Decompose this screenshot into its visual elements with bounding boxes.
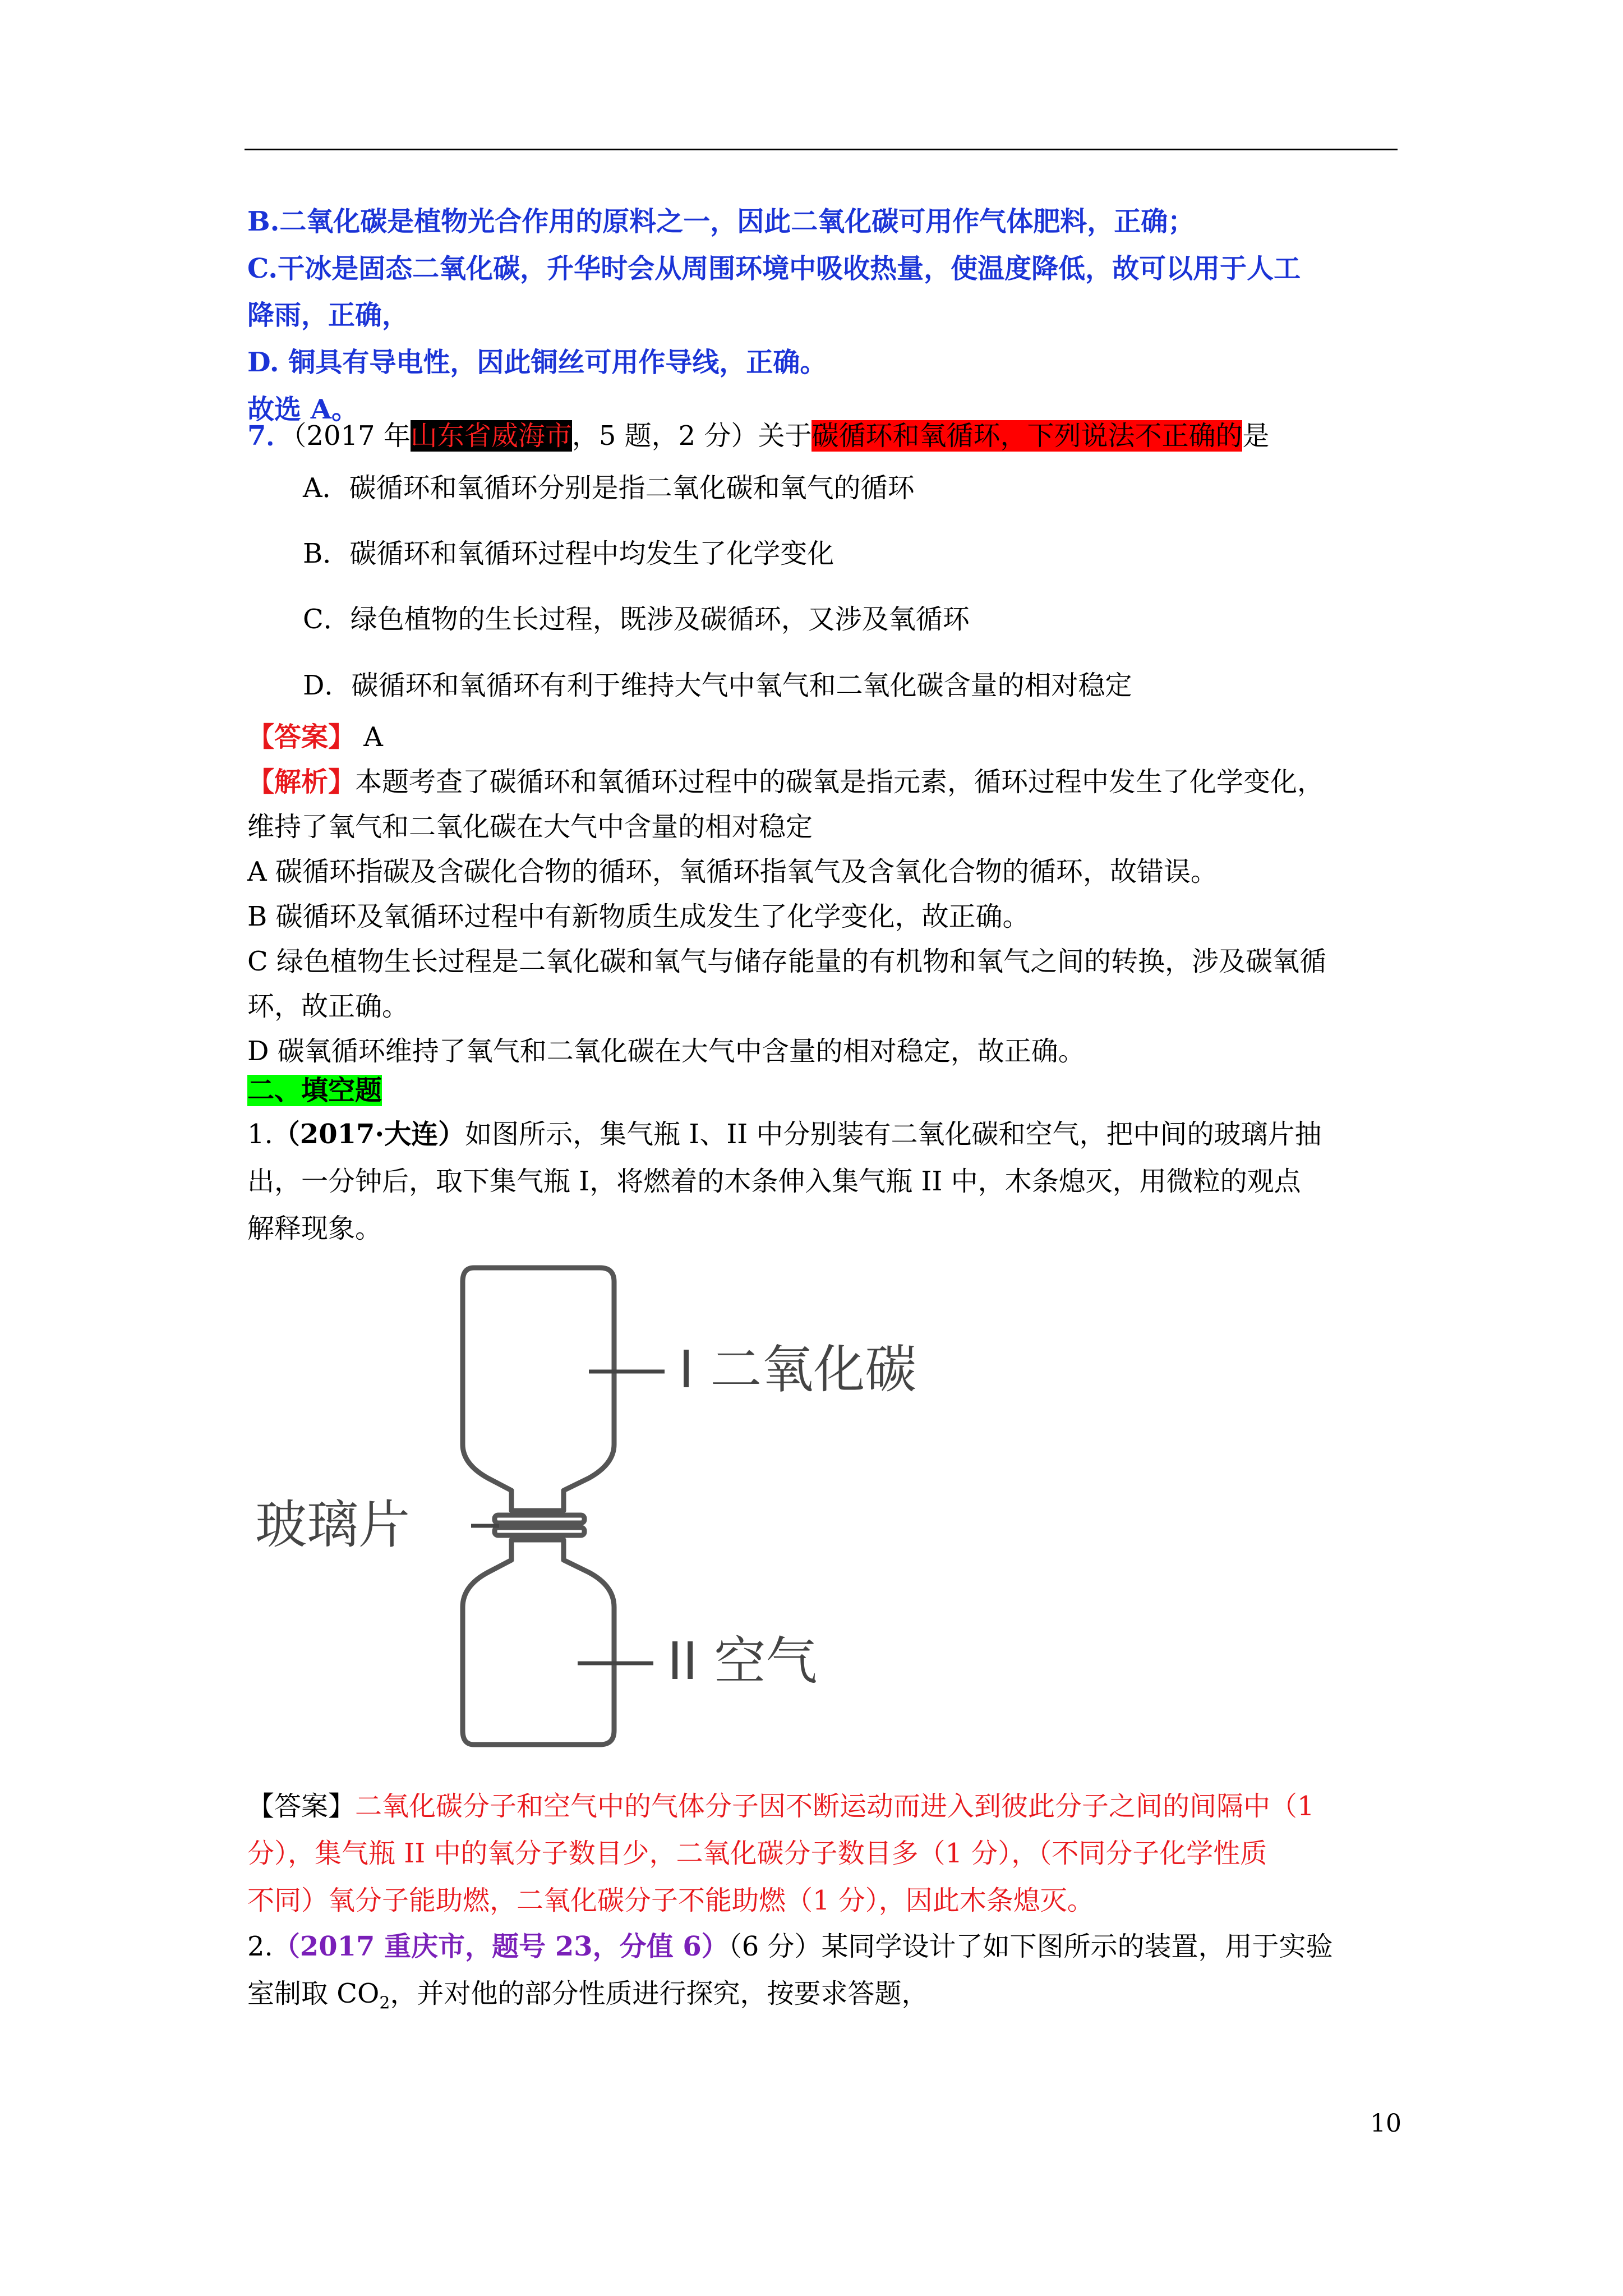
page-number: 10 — [1370, 2109, 1401, 2138]
fill-question-1-answer-3: 不同）氧分子能助燃，二氧化碳分子不能助燃（1 分），因此木条熄灭。 — [247, 1885, 1094, 1916]
top-bottle — [463, 1268, 614, 1511]
question-7-highlight: 碳循环和氧循环，下列说法不正确的 — [811, 420, 1243, 452]
fill-question-1-answer-2: 分），集气瓶 II 中的氧分子数目少，二氧化碳分子数目多（1 分），（不同分子化学性质 — [247, 1838, 1267, 1869]
question-7-analysis-c1: C 绿色植物生长过程是二氧化碳和氧气与储存能量的有机物和氧气之间的转换，涉及碳氧循 — [247, 946, 1326, 977]
header-rule — [245, 149, 1398, 150]
fill-question-1-answer-1: 【答案】二氧化碳分子和空气中的气体分子因不断运动而进入到彼此分子之间的间隔中（1 — [247, 1791, 1315, 1822]
question-7-analysis-1: 【解析】本题考查了碳循环和氧循环过程中的碳氧是指元素，循环过程中发生了化学变化， — [247, 766, 1325, 798]
question-7-option-a: A．碳循环和氧循环分别是指二氧化碳和氧气的循环 — [303, 472, 915, 504]
section-2-title: 二、填空题 — [247, 1075, 382, 1106]
question-7-option-c: C．绿色植物的生长过程，既涉及碳循环，又涉及氧循环 — [303, 604, 970, 635]
option-d-explanation: D. 铜具有导电性，因此铜丝可用作导线，正确。 — [247, 347, 827, 378]
question-7-analysis-c2: 环，故正确。 — [247, 991, 409, 1022]
question-7-number: 7． — [247, 420, 293, 452]
question-7-analysis-a: A 碳循环指碳及含碳化合物的循环，氧循环指氧气及含氧化合物的循环，故错误。 — [247, 856, 1218, 887]
glass-plate — [495, 1515, 584, 1523]
fill-question-2-line-1: 2.（2017 重庆市，题号 23，分值 6）（6 分）某同学设计了如下图所示的装置，用于实验 — [247, 1931, 1333, 1962]
question-7-analysis-b: B 碳循环及氧循环过程中有新物质生成发生了化学变化，故正确。 — [247, 901, 1030, 932]
label-bottom-bottle: II 空气 — [667, 1631, 818, 1691]
fill-question-1-line-3: 解释现象。 — [247, 1213, 382, 1244]
option-b-explanation: B.二氧化碳是植物光合作用的原料之一，因此二氧化碳可用作气体肥料，正确； — [247, 206, 1195, 237]
question-7-analysis-d: D 碳氧循环维持了氧气和二氧化碳在大气中含量的相对稳定，故正确。 — [247, 1036, 1085, 1067]
question-7-stem: 7．（2017 年山东省威海市，5 题，2 分）关于碳循环和氧循环，下列说法不正确的是 — [247, 420, 1270, 452]
glass-plate-lower — [495, 1527, 584, 1535]
question-7-option-d: D．碳循环和氧循环有利于维持大气中氧气和二氧化碳含量的相对稳定 — [303, 670, 1132, 701]
fill-question-1-line-1: 1.（2017·大连）如图所示，集气瓶 I、II 中分别装有二氧化碳和空气，把中间的玻璃片抽 — [247, 1119, 1322, 1150]
label-top-bottle: I 二氧化碳 — [679, 1340, 917, 1400]
fill-question-1-line-2: 出，一分钟后，取下集气瓶 I，将燃着的木条伸入集气瓶 II 中，木条熄灭，用微粒的观点 — [247, 1166, 1301, 1197]
option-c-explanation-1: C.干冰是固态二氧化碳，升华时会从周围环境中吸收热量，使温度降低，故可以用于人工 — [247, 253, 1301, 284]
option-c-explanation-2: 降雨，正确， — [247, 300, 409, 331]
question-7-analysis-2: 维持了氧气和二氧化碳在大气中含量的相对稳定 — [247, 811, 813, 843]
choose-answer: 故选 A。 — [247, 394, 358, 425]
fill-question-2-line-2: 室制取 $CO_2$，并对他的部分性质进行探究，按要求答题， — [247, 1978, 929, 2013]
gas-bottle-diagram — [252, 1248, 1038, 1764]
question-7-option-b: B．碳循环和氧循环过程中均发生了化学变化 — [303, 538, 834, 569]
question-7-region: 山东省威海市 — [410, 420, 572, 452]
label-glass-plate: 玻璃片 — [255, 1495, 411, 1555]
bottom-bottle — [463, 1540, 614, 1745]
question-7-answer: 【答案】 A — [247, 721, 383, 753]
gas-bottle-svg — [252, 1248, 1038, 1764]
